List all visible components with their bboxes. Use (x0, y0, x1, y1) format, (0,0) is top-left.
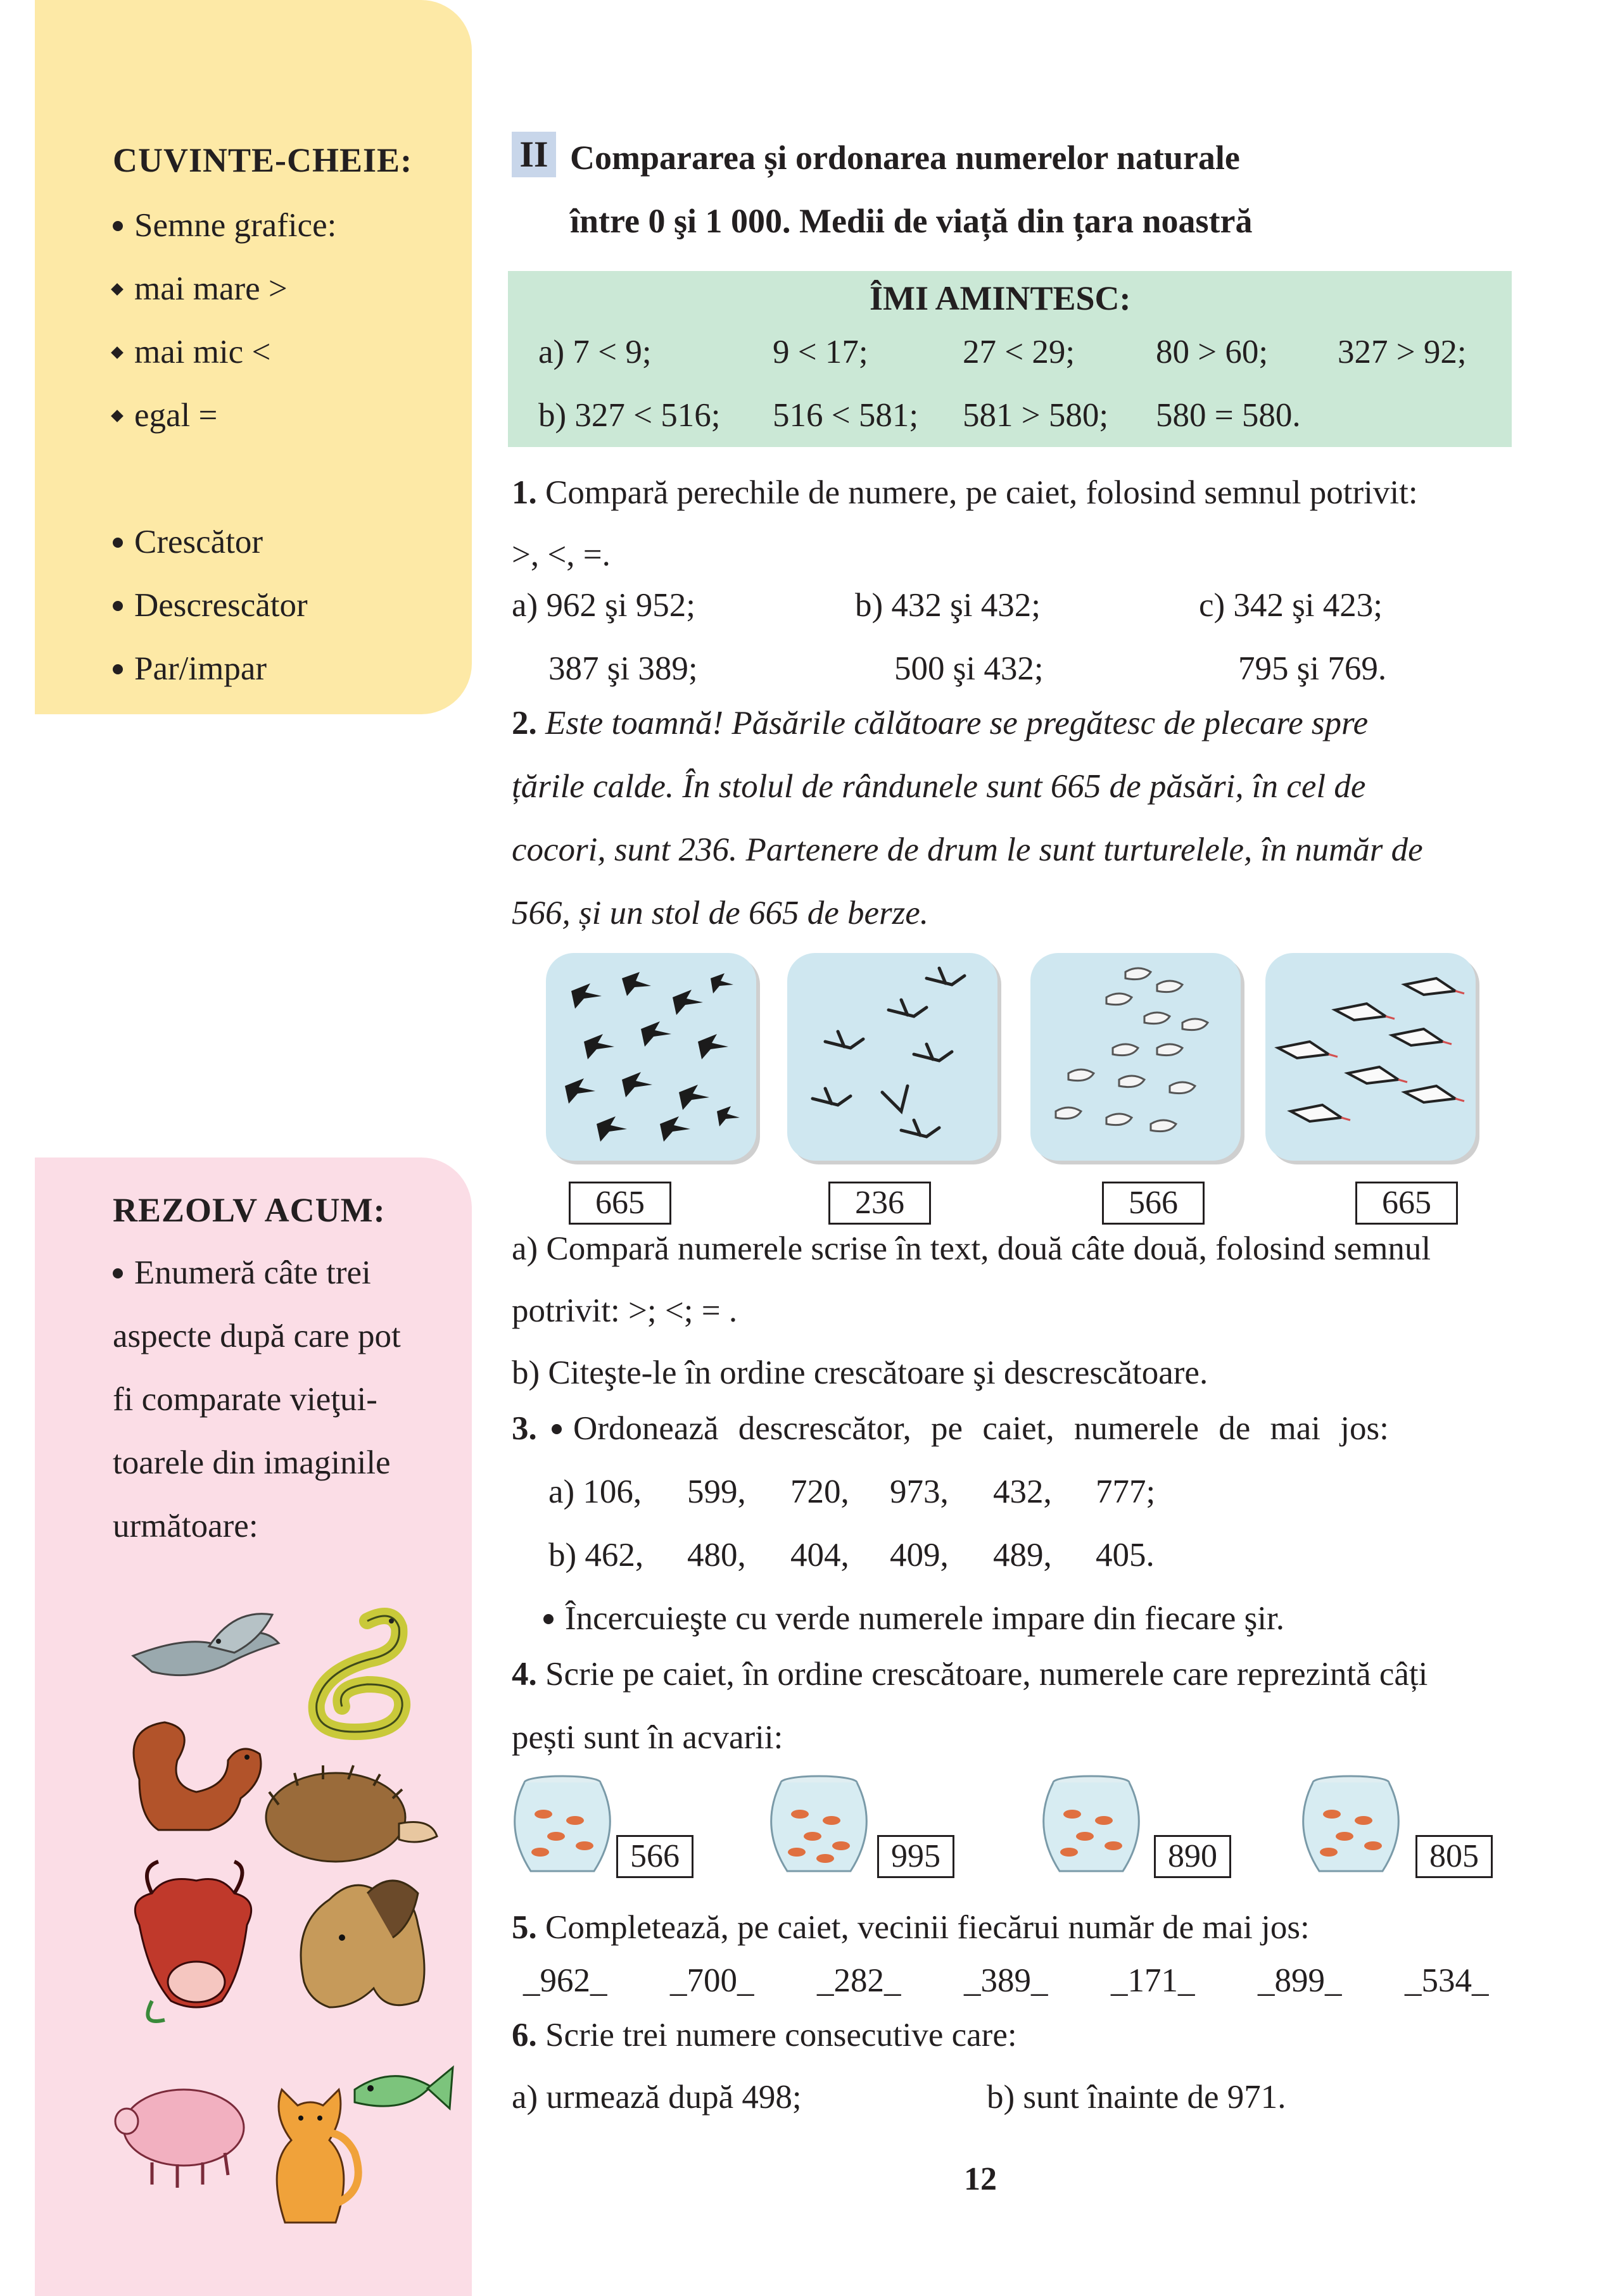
cranes-icon (787, 953, 997, 1161)
ex2-line: țările calde. În stolul de rândunele sunt 665 de păsări, în cel de (512, 768, 1366, 805)
keyword-item: Descrescător (113, 586, 308, 624)
solve-now-title: REZOLV ACUM: (113, 1191, 386, 1229)
ex3-item: 720, (790, 1473, 849, 1510)
ex5-item: _534_ (1405, 1962, 1489, 1999)
storks-count: 665 (1355, 1182, 1458, 1225)
ex1-item: a) 962 şi 952; (512, 587, 695, 624)
fishbowl-icon (762, 1770, 876, 1884)
recall-item: 9 < 17; (773, 334, 868, 370)
recall-item: a) 7 < 9; (538, 334, 652, 370)
bullet-icon (113, 601, 123, 611)
horse-icon (301, 1881, 424, 2007)
keyword-item: Crescător (113, 523, 263, 561)
recall-item: 580 = 580. (1156, 397, 1301, 434)
ex4-line2: pești sunt în acvarii: (512, 1719, 783, 1756)
ex1-line2: >, <, =. (512, 536, 611, 573)
ex5-item: _899_ (1258, 1962, 1342, 1999)
ex2-a-line1: a) Compară numerele scrise în text, două câte două, folosind semnul (512, 1230, 1431, 1267)
swallows-card (546, 953, 756, 1161)
keyword-item: mai mare > (113, 270, 288, 308)
cranes-count: 236 (828, 1182, 931, 1225)
recall-item: 80 > 60; (1156, 334, 1269, 370)
diamond-bullet-icon (111, 410, 123, 422)
section-number: II (512, 132, 556, 177)
keyword-item: mai mic < (113, 333, 270, 371)
ex1-item: 387 şi 389; (548, 650, 698, 687)
ex6-b: b) sunt înainte de 971. (987, 2079, 1286, 2116)
storks-icon (1265, 953, 1476, 1161)
recall-item: 516 < 581; (773, 397, 919, 434)
section-title-line2: între 0 şi 1 000. Medii de viață din țara noastră (570, 202, 1253, 240)
ex3-item: 432, (993, 1473, 1052, 1510)
ex2-line: 566, și un stol de 665 de berze. (512, 895, 929, 931)
turtledoves-count: 566 (1102, 1182, 1205, 1225)
turtledoves-card (1030, 953, 1241, 1161)
ex3-item: 405. (1096, 1537, 1155, 1574)
storks-card (1265, 953, 1476, 1161)
ex2-line: cocori, sunt 236. Partenere de drum le sunt turturelele, în număr de (512, 831, 1423, 868)
ex3-item: 777; (1096, 1473, 1156, 1510)
fishbowl-count: 890 (1154, 1835, 1231, 1878)
ex1-item: c) 342 şi 423; (1199, 587, 1383, 624)
ex2-line: 2. Este toamnă! Păsările călătoare se pregătesc de plecare spre (512, 705, 1369, 741)
bullet-icon (113, 221, 123, 231)
fishbowl-icon (1294, 1770, 1408, 1884)
ex3-item: a) 106, (548, 1473, 642, 1510)
ex2-a-line2: potrivit: >; <; = . (512, 1292, 738, 1329)
bullet-icon (113, 664, 123, 674)
ex3-item: 480, (687, 1537, 746, 1574)
bullet-icon (113, 538, 123, 548)
fishbowl-count: 805 (1415, 1835, 1493, 1878)
cat-icon (277, 2090, 358, 2223)
swallows-count: 665 (569, 1182, 671, 1225)
ex1-line1: 1. Compară perechile de numere, pe caiet, folosind semnul potrivit: (512, 474, 1418, 511)
ex3-item: 973, (890, 1473, 949, 1510)
cow-icon (135, 1862, 251, 2021)
ex3-item: b) 462, (548, 1537, 644, 1574)
ex4-line1: 4. Scrie pe caiet, în ordine crescătoare, numerele care reprezintă câți (512, 1656, 1428, 1693)
keyword-item: Par/impar (113, 650, 267, 688)
ex5-item: _700_ (670, 1962, 754, 1999)
page-number: 12 (964, 2161, 997, 2197)
ex3-item: 409, (890, 1537, 949, 1574)
keyword-item: Semne grafice: (113, 206, 336, 244)
ex1-item: 795 şi 769. (1238, 650, 1387, 687)
ex6-a: a) urmează după 498; (512, 2079, 802, 2116)
bird-icon (133, 1614, 279, 1675)
fishbowl-count: 995 (877, 1835, 954, 1878)
bullet-icon (543, 1614, 554, 1624)
fishbowl-count: 566 (616, 1835, 693, 1878)
ex3-item: 599, (687, 1473, 746, 1510)
ex3-item: 404, (790, 1537, 849, 1574)
cranes-card (787, 953, 997, 1161)
recall-item: 327 > 92; (1338, 334, 1467, 370)
ex5-line1: 5. Completează, pe caiet, vecinii fiecărui număr de mai jos: (512, 1909, 1310, 1946)
turtledoves-icon (1030, 953, 1241, 1161)
solve-now-line: următoare: (113, 1508, 258, 1544)
ex1-item: 500 şi 432; (894, 650, 1044, 687)
ex1-item: b) 432 şi 432; (855, 587, 1041, 624)
ex6-line1: 6. Scrie trei numere consecutive care: (512, 2017, 1017, 2053)
solve-now-line: Enumeră câte trei (113, 1254, 371, 1292)
ex3-note: Încercuieşte cu verde numerele impare din fiecare şir. (543, 1599, 1284, 1637)
ex5-item: _389_ (964, 1962, 1048, 1999)
diamond-bullet-icon (111, 283, 123, 296)
diamond-bullet-icon (111, 346, 123, 359)
recall-item: 581 > 580; (963, 397, 1109, 434)
ex3-item: 489, (993, 1537, 1052, 1574)
ex5-item: _171_ (1111, 1962, 1195, 1999)
keywords-title: CUVINTE-CHEIE: (113, 141, 413, 179)
bullet-icon (552, 1424, 562, 1434)
recall-item: 27 < 29; (963, 334, 1075, 370)
swallows-icon (546, 953, 756, 1161)
solve-now-line: toarele din imaginile (113, 1444, 391, 1481)
fishbowl-icon (505, 1770, 619, 1884)
snake-icon (317, 1616, 403, 1732)
pig-icon (115, 2090, 244, 2188)
bullet-icon (113, 1268, 123, 1278)
recall-item: b) 327 < 516; (538, 397, 721, 434)
ex3-line1: 3. Ordonează descrescător, pe caiet, numerele de mai jos: (512, 1410, 1389, 1447)
solve-now-line: aspecte după care pot (113, 1318, 401, 1354)
keyword-item: egal = (113, 396, 217, 434)
recall-title: ÎMI AMINTESC: (870, 279, 1131, 317)
solve-now-line: fi comparate vieţui- (113, 1381, 377, 1418)
ex5-item: _282_ (817, 1962, 901, 1999)
animals-illustration (114, 1596, 456, 2229)
ex5-item: _962_ (523, 1962, 607, 1999)
squirrel-icon (134, 1722, 261, 1830)
hedgehog-icon (266, 1765, 437, 1862)
section-title-line1: Compararea și ordonarea numerelor naturale (570, 139, 1240, 177)
fish-icon (355, 2067, 453, 2109)
ex2-b-line: b) Citeşte-le în ordine crescătoare şi descrescătoare. (512, 1354, 1208, 1391)
fishbowl-icon (1034, 1770, 1148, 1884)
